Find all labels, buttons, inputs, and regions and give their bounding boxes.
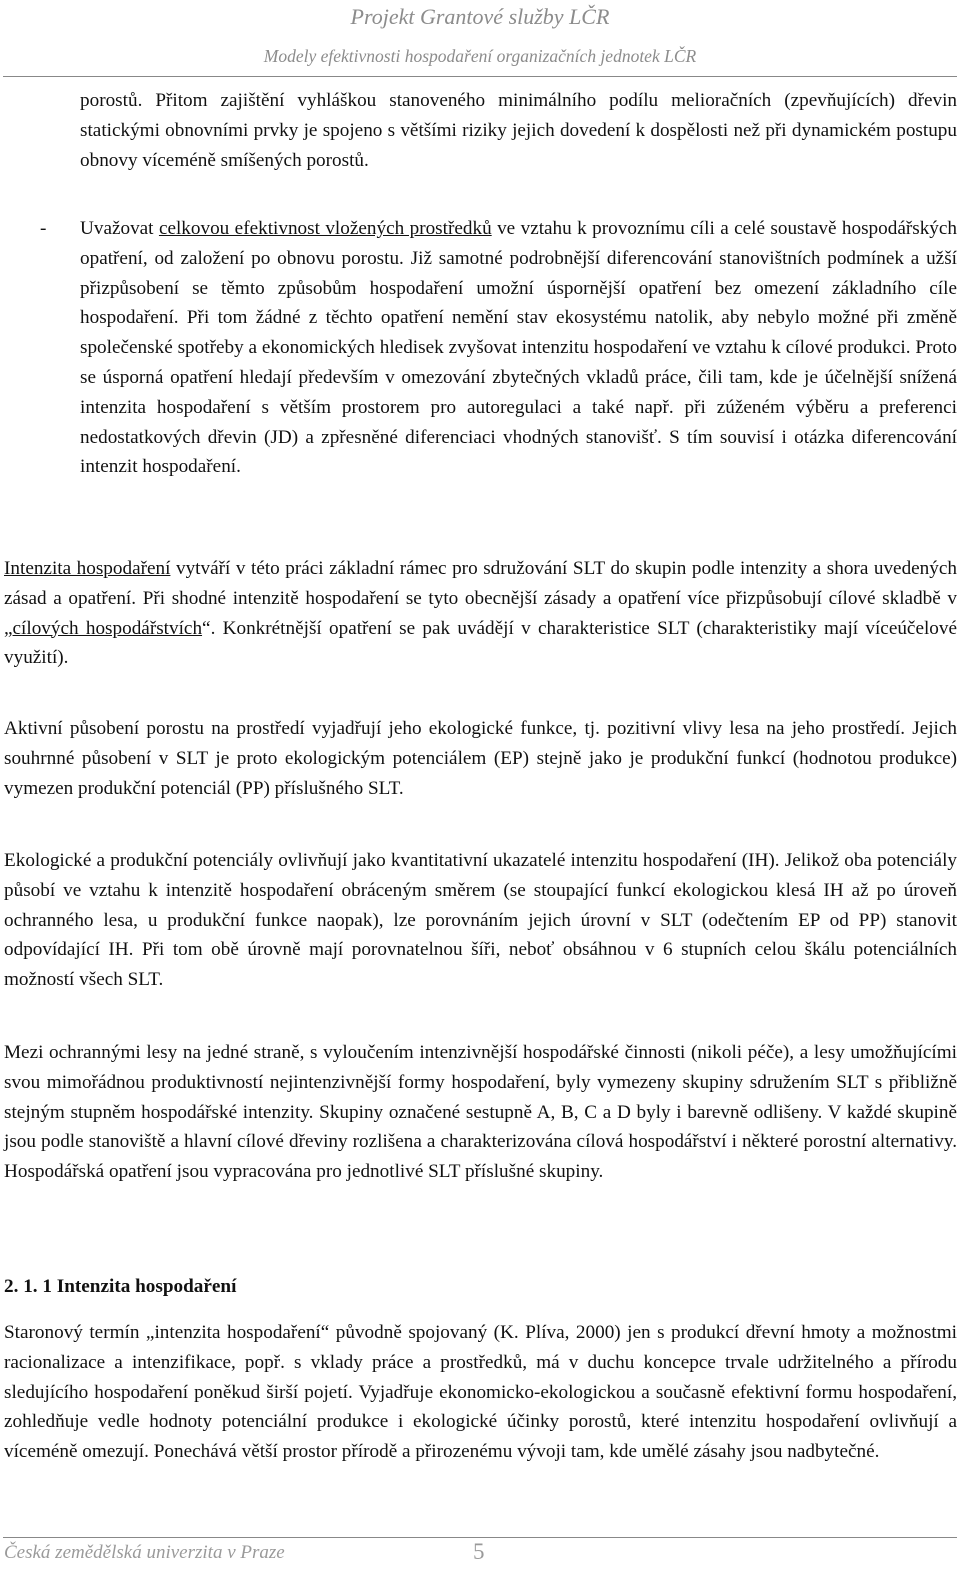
header-subtitle: Modely efektivnosti hospodaření organizačních jednotek LČR [263, 46, 697, 66]
footer-university: Česká zemědělská univerzita v Praze [4, 1542, 285, 1563]
bullet-text-rest: ve vztahu k provoznímu cíli a celé soustavě hospodářských opatření, od založení po obnovu porostu. Již samotné podrobnější diferencování stanovištních podmínek a užší přizpůsobení se těmto způsobům hospodaření umožní úspornější opatření bez omezení základního cíle hospodaření. Při tom žádné z těchto opatření nemění stav ekosystému natolik, aby nebylo možné při změně společenské spotřeby a ekonomických hledisek zvyšovat intenzitu hospodaření ve vztahu k cílové produkci. Proto se úsporná opatření hledají především v omezování zbytečných vkladů práce, čili tam, kde je účelnější snížená intenzita hospodaření s větším prostorem pro autoregulaci a také např. při zúženém výběru a preferenci nedostatkových dřevin (JD) a zpřesněné diferenciaci vhodných stanovišť. S tím souvisí i otázka diferencování intenzit hospodaření. [80, 218, 957, 478]
header-divider [3, 76, 957, 77]
paragraph-intensity [4, 554, 957, 673]
paragraph-continued: porostů. Přitom zajištění vyhláškou stanoveného minimálního podílu melioračních (zpevňujících) dřevin statickými obnovními prvky je spojeno s většími riziky jejich dovedení k dospělosti než při dynamickém postupu obnovy víceméně smíšených porostů. [80, 90, 957, 171]
header-project-title: Projekt Grantové služby LČR [350, 4, 610, 29]
bullet-underlined-term: celkovou efektivnost vložených prostředků [158, 218, 492, 239]
paragraph-intensity-end: “. Konkrétnější opatření se pak uvádějí v charakteristice SLT (charakteristiky mají víceúčelové využití). [4, 617, 957, 669]
bullet-text-start: Uvažovat [80, 218, 159, 239]
section-heading: 2. 1. 1 Intenzita hospodaření [4, 1276, 237, 1297]
bullet-paragraph [80, 214, 957, 482]
paragraph-groups: Mezi ochrannými lesy na jedné straně, s vyloučením intenzivnější hospodářské činnosti (nikoli péče), a lesy umožňujícími svou mimořádnou produktivností nejintenzivnější formy hospodaření, byly vymezeny skupiny sdružením SLT s přibližně stejným stupněm hospodářské intenzity. Skupiny označené sestupně A, B, C a D byly i barevně odlišeny. V každé skupině jsou podle stanoviště a hlavní cílové dřeviny rozlišena a charakterizována cílová hospodářství i některé porostní alternativy. Hospodářská opatření jsou vypracována pro jednotlivé SLT příslušné skupiny. [4, 1042, 957, 1183]
paragraph-intensity-text: vytváří v této práci základní rámec pro sdružování SLT do skupin podle intenzity a shora uvedených zásad a opatření. Při shodné intenzitě hospodaření se tyto obecnější zásady a opatření více přizpůsobují cílové skladbě v „ [4, 558, 957, 639]
paragraph-ecological-functions: Aktivní působení porostu na prostředí vyjadřují jeho ekologické funkce, tj. pozitivní vlivy lesa na jeho prostředí. Jejich souhrnné působení v SLT je proto ekologickým potenciálem (EP) stejně jako je produkční funkcí (hodnotou produkce) vymezen produkční potenciál (PP) příslušného SLT. [4, 718, 957, 799]
term-cilova-hospodarstvi: cílových hospodářstvích [12, 617, 203, 639]
term-intenzita-hospodareni: Intenzita hospodaření [4, 558, 171, 579]
page-number: 5 [473, 1539, 485, 1564]
paragraph-intensity-definition: Staronový termín „intenzita hospodaření“ původně spojovaný (K. Plíva, 2000) jen s produkcí dřevní hmoty a možnostmi racionalizace a intenzifikace, popř. s vklady práce a prostředků, má v duchu koncepce trvale udržitelného a přírodu sledujícího hospodaření poněkud širší pojetí. Vyjadřuje ekonomicko-ekologickou a současně efektivní formu hospodaření, zohledňuje vedle hodnoty potenciální produkce i ekologické účinky porostů, které intenzitu hospodaření ovlivňují a víceméně omezují. Ponechává větší prostor přírodě a přirozenému vývoji tam, kde umělé zásahy jsou nadbytečné. [4, 1322, 957, 1463]
page-header [0, 0, 960, 80]
paragraph-potentials: Ekologické a produkční potenciály ovlivňují jako kvantitativní ukazatelé intenzitu hospodaření (IH). Jelikož oba potenciály působí ve vztahu k intenzitě hospodaření obráceným směrem (se stoupající funkcí ekologickou klesá IH až po úroveň ochranného lesa, u produkční funkce naopak), lze porovnáním jejich úrovní v SLT (odečtením EP od PP) stanovit odpovídající IH. Při tom obě úrovně mají porovnatelnou šíři, neboť obsáhnou v 6 stupních celou škálu potenciálních možností všech SLT. [4, 850, 957, 991]
bullet-dash: - [40, 218, 47, 239]
footer-divider [3, 1537, 957, 1538]
